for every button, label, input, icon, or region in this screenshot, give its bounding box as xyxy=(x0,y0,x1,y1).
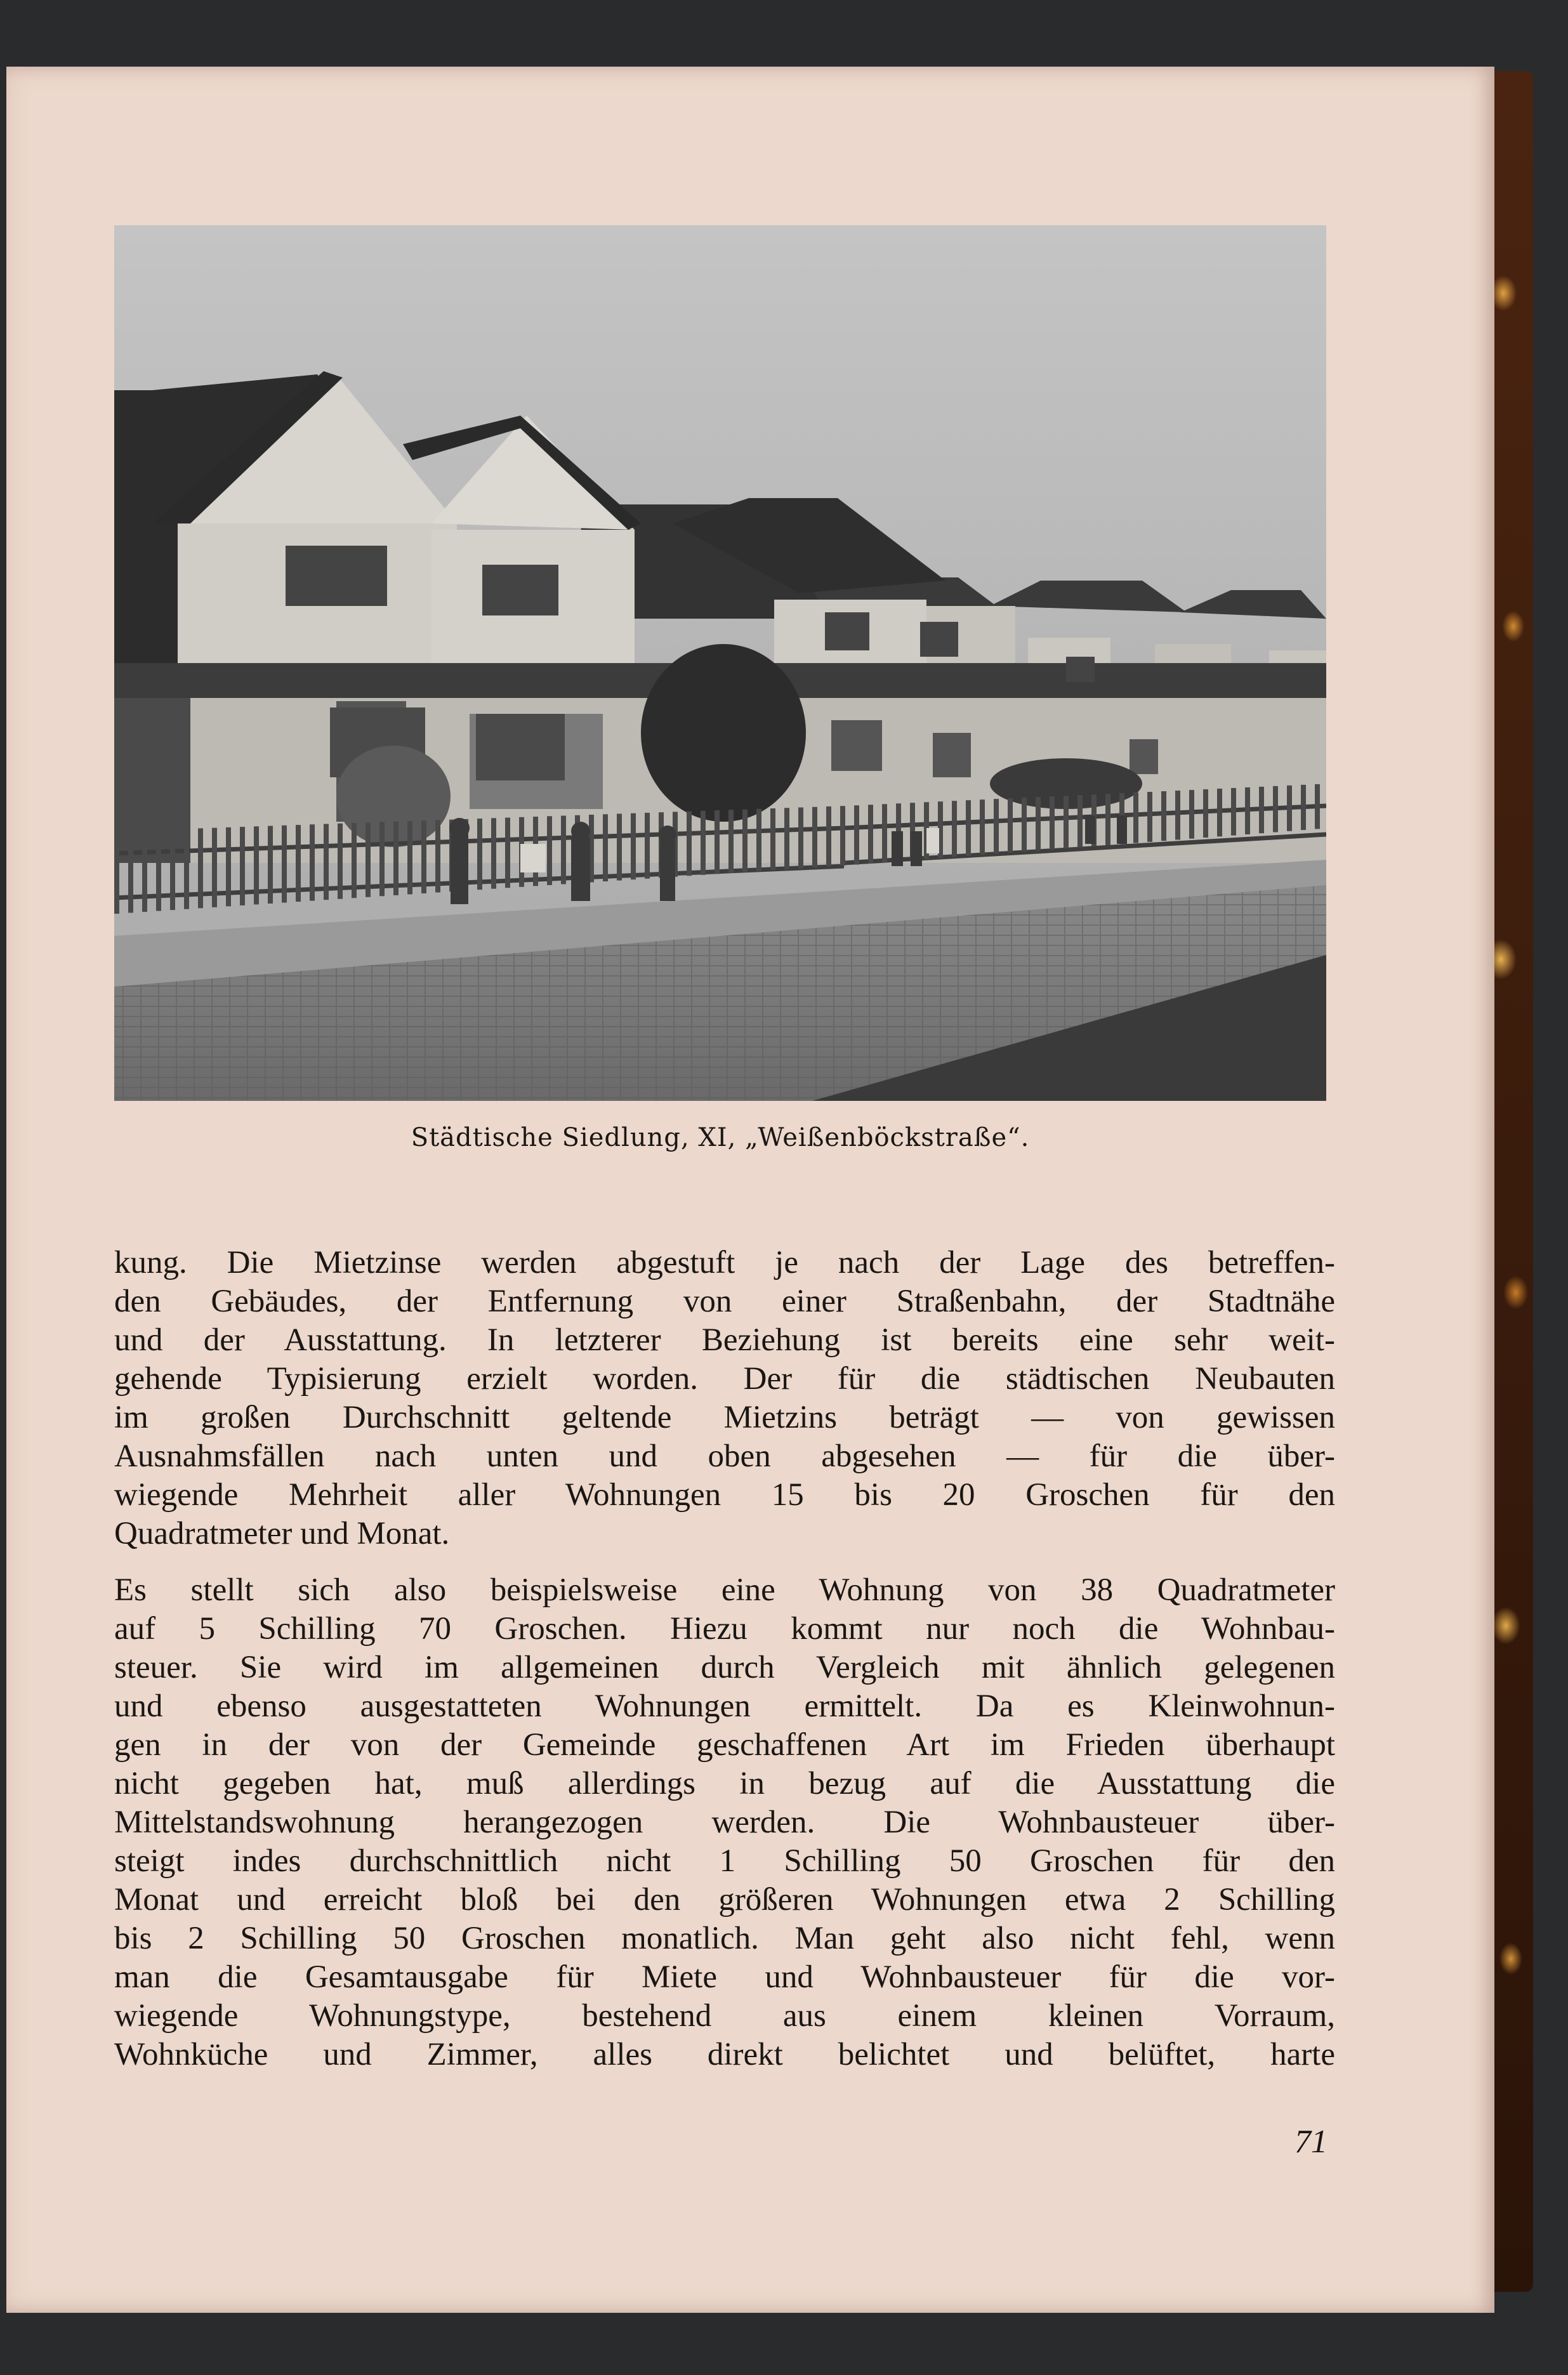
text-line: Quadratmeter und Monat. xyxy=(114,1516,450,1551)
text-line: bis 2 Schilling 50 Groschen monatlich. Man geht also nicht fehl, wenn xyxy=(114,1921,1335,1956)
text-line: den Gebäudes, der Entfernung von einer Straßenbahn, der Stadtnähe xyxy=(114,1284,1335,1319)
photograph-row-houses xyxy=(114,225,1326,1101)
text-line: man die Gesamtausgabe für Miete und Wohnbausteuer für die vor- xyxy=(114,1959,1335,1995)
text-line: nicht gegeben hat, muß allerdings in bezug auf die Ausstattung die xyxy=(114,1766,1335,1801)
text-line: gehende Typisierung erzielt worden. Der für die städtischen Neubauten xyxy=(114,1361,1335,1397)
body-text xyxy=(114,1244,1335,2074)
photo-caption: Städtische Siedlung, XI, „Weißenböckstraße“. xyxy=(411,1123,1030,1152)
text-line: wiegende Mehrheit aller Wohnungen 15 bis 20 Groschen für den xyxy=(114,1477,1335,1513)
text-line: im großen Durchschnitt geltende Mietzins beträgt — von gewissen xyxy=(114,1400,1335,1435)
text-line: Wohnküche und Zimmer, alles direkt belichtet und belüftet, harte xyxy=(114,2037,1335,2072)
text-line: Es stellt sich also beispielsweise eine Wohnung von 38 Quadratmeter xyxy=(114,1572,1335,1608)
text-line: steuer. Sie wird im allgemeinen durch Vergleich mit ähnlich gelegenen xyxy=(114,1650,1335,1685)
text-line: gen in der von der Gemeinde geschaffenen Art im Frieden überhaupt xyxy=(114,1727,1335,1763)
text-line: Monat und erreicht bloß bei den größeren Wohnungen etwa 2 Schilling xyxy=(114,1882,1335,1918)
paragraph xyxy=(114,1244,1335,1553)
text-line: und ebenso ausgestatteten Wohnungen ermittelt. Da es Kleinwohnun- xyxy=(114,1688,1335,1724)
text-line: und der Ausstattung. In letzterer Beziehung ist bereits eine sehr weit- xyxy=(114,1322,1335,1358)
text-line: wiegende Wohnungstype, bestehend aus einem kleinen Vorraum, xyxy=(114,1998,1335,2034)
text-line: kung. Die Mietzinse werden abgestuft je nach der Lage des betreffen- xyxy=(114,1245,1335,1280)
text-line: auf 5 Schilling 70 Groschen. Hiezu kommt nur noch die Wohnbau- xyxy=(114,1611,1335,1647)
page-number: 71 xyxy=(1295,2124,1328,2160)
text-line: steigt indes durchschnittlich nicht 1 Schilling 50 Groschen für den xyxy=(114,1843,1335,1879)
text-line: Mittelstandswohnung herangezogen werden. Die Wohnbausteuer über- xyxy=(114,1805,1335,1840)
text-line: Ausnahmsfällen nach unten und oben abgesehen — für die über- xyxy=(114,1438,1335,1474)
paragraph xyxy=(114,1571,1335,2074)
